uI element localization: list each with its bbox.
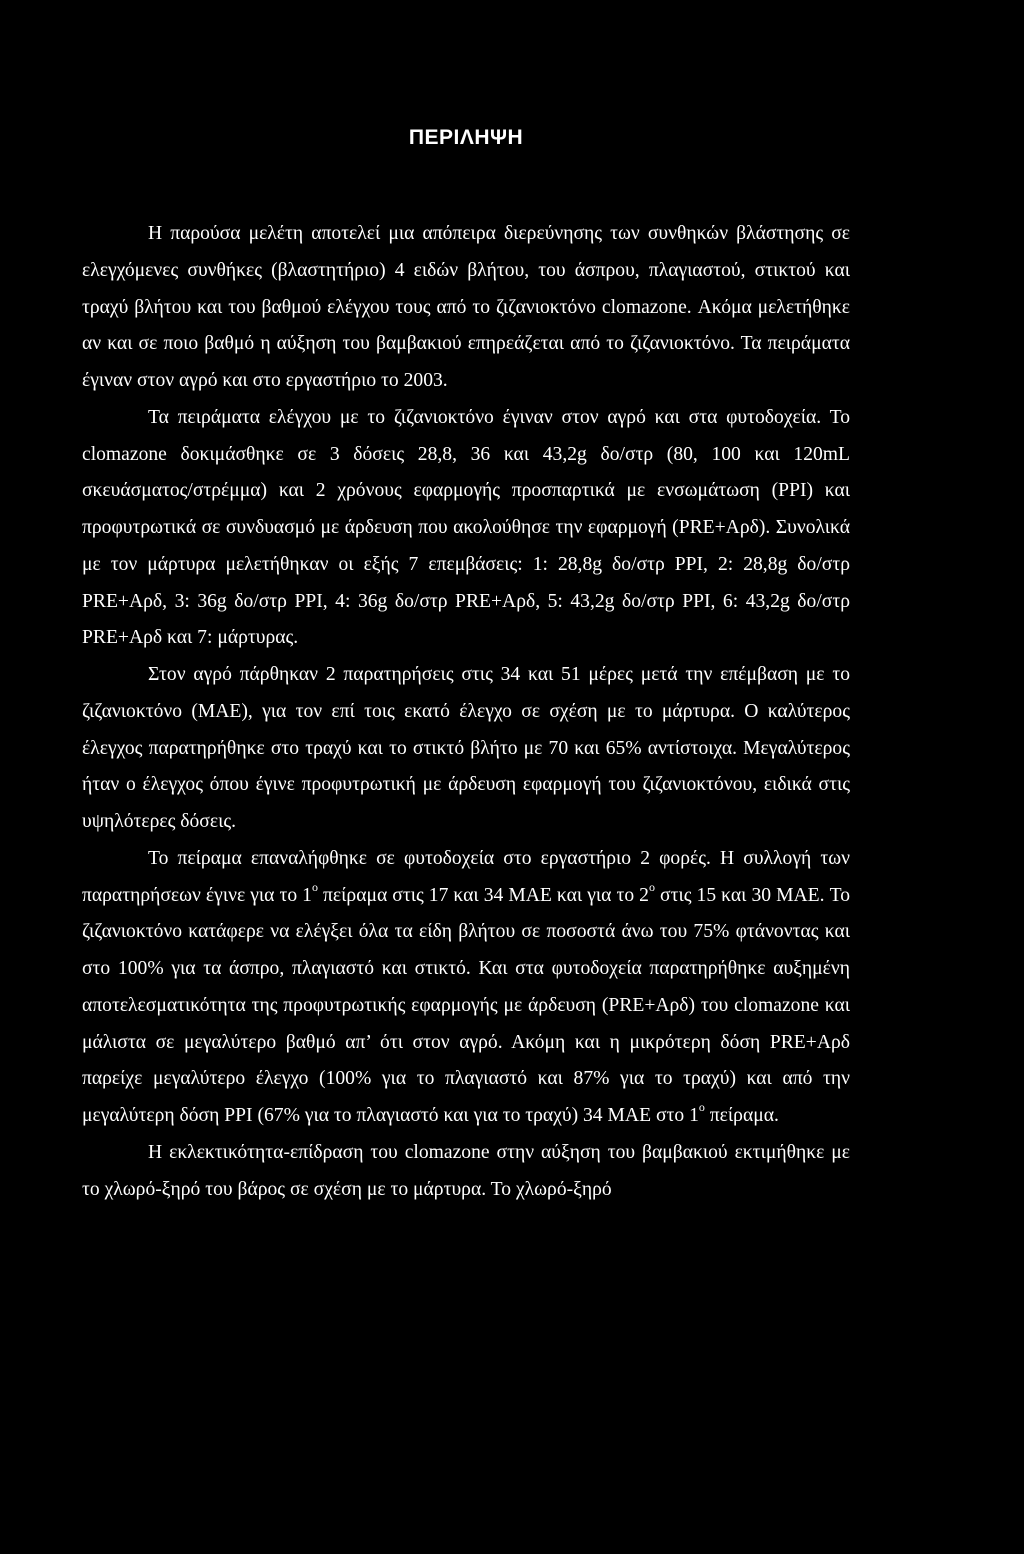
paragraph-2: [82, 400, 850, 657]
paragraph-3: [82, 657, 850, 841]
paragraph-text: πείραμα στις 17 και 34 MAE και για το 2: [317, 884, 649, 906]
paragraph-text: Η παρούσα μελέτη αποτελεί μια απόπειρα διερεύνησης των συνθηκών βλάστησης σε ελεγχόμενες συνθήκες (βλαστητήριο) 4 ειδών βλήτου, του άσπρου, πλαγιαστού, στικτού και τραχύ βλήτου και του βαθμού ελέγχου τους από το ζιζανιοκτόνο clomazone. Ακόμα μελετήθηκε αν και σε ποιο βαθμό η αύξηση του βαμβακιού επηρεάζεται από το ζιζανιοκτόνο. Τα πειράματα έγιναν στον αγρό και στο εργαστήριο το 2003.: [82, 223, 850, 391]
paragraph-1: [82, 216, 850, 400]
document-body: [82, 216, 850, 1208]
paragraph-text: Τα πειράματα ελέγχου με το ζιζανιοκτόνο έγιναν στον αγρό και στα φυτοδοχεία. Το clomazone δοκιμάσθηκε σε 3 δόσεις 28,8, 36 και 43,2g δο/στρ (80, 100 και 120mL σκευάσματος/στρέμμα) και 2 χρόνους εφαρμογής προσπαρτικά με ενσωμάτωση (PPI) και προφυτρωτικά σε συνδυασμό με άρδευση που ακολούθησε την εφαρμογή (PRE+Αρδ). Συνολικά με τον μάρτυρα μελετήθηκαν οι εξής 7 επεμβάσεις: 1: 28,8g δο/στρ PPI, 2: 28,8g δο/στρ PRE+Αρδ, 3: 36g δο/στρ PPI, 4: 36g δο/στρ PRE+Αρδ, 5: 43,2g δο/στρ PPI, 6: 43,2g δο/στρ PRE+Αρδ και 7: μάρτυρας.: [82, 406, 850, 649]
paragraph-text: πείραμα.: [704, 1105, 779, 1126]
page-title: ΠΕΡΙΛΗΨΗ: [408, 126, 524, 149]
superscript: ο: [648, 879, 655, 894]
paragraph-text: Στον αγρό πάρθηκαν 2 παρατηρήσεις στις 34 και 51 μέρες μετά την επέμβαση με το ζιζανιοκτόνο (MAE), για τον επί τοις εκατό έλεγχο σε σχέση με το μάρτυρα. Ο καλύτερος έλεγχος παρατηρήθηκε στο τραχύ και το στικτό βλήτο με 70 και 65% αντίστοιχα. Μεγαλύτερος ήταν ο έλεγχος όπου έγινε προφυτρωτική με άρδευση εφαρμογή του ζιζανιοκτόνου, ειδικά στις υψηλότερες δόσεις.: [82, 664, 850, 832]
paragraph-5: [82, 1135, 850, 1209]
paragraph-text: Η εκλεκτικότητα-επίδραση του clomazone στην αύξηση του βαμβακιού εκτιμήθηκε με το χλωρό-ξηρό του βάρος σε σχέση με το μάρτυρα. Το χλωρό-ξηρό: [82, 1141, 850, 1200]
paragraph-text: Το πείραμα επαναλήφθηκε σε φυτοδοχεία στο εργαστήριο 2 φορές. Η συλλογή των παρατηρήσεων έγινε για το 1: [82, 847, 850, 906]
paragraph-4: [82, 841, 850, 1135]
paragraph-text: στις 15 και 30 MAE. Το ζιζανιοκτόνο κατάφερε να ελέγξει όλα τα είδη βλήτου σε ποσοστά άνω του 75% φτάνοντας και στο 100% για τα άσπρο, πλαγιαστό και στικτό. Και στα φυτοδοχεία παρατηρήθηκε αυξημένη αποτελεσματικότητα της προφυτρωτικής εφαρμογής με άρδευση (PRE+Αρδ) του clomazone και μάλιστα σε μεγαλύτερο βαθμό απ’ ότι στον αγρό. Ακόμη και η μικρότερη δόση PRE+Αρδ παρείχε μεγαλύτερο έλεγχο (100% για το πλαγιαστό και 87% για το τραχύ) και από την μεγαλύτερη δόση PPI (67% για το πλαγιαστό και για το τραχύ) 34 MAE στο 1: [82, 884, 850, 1126]
superscript: ο: [311, 879, 318, 894]
superscript: ο: [698, 1100, 705, 1115]
